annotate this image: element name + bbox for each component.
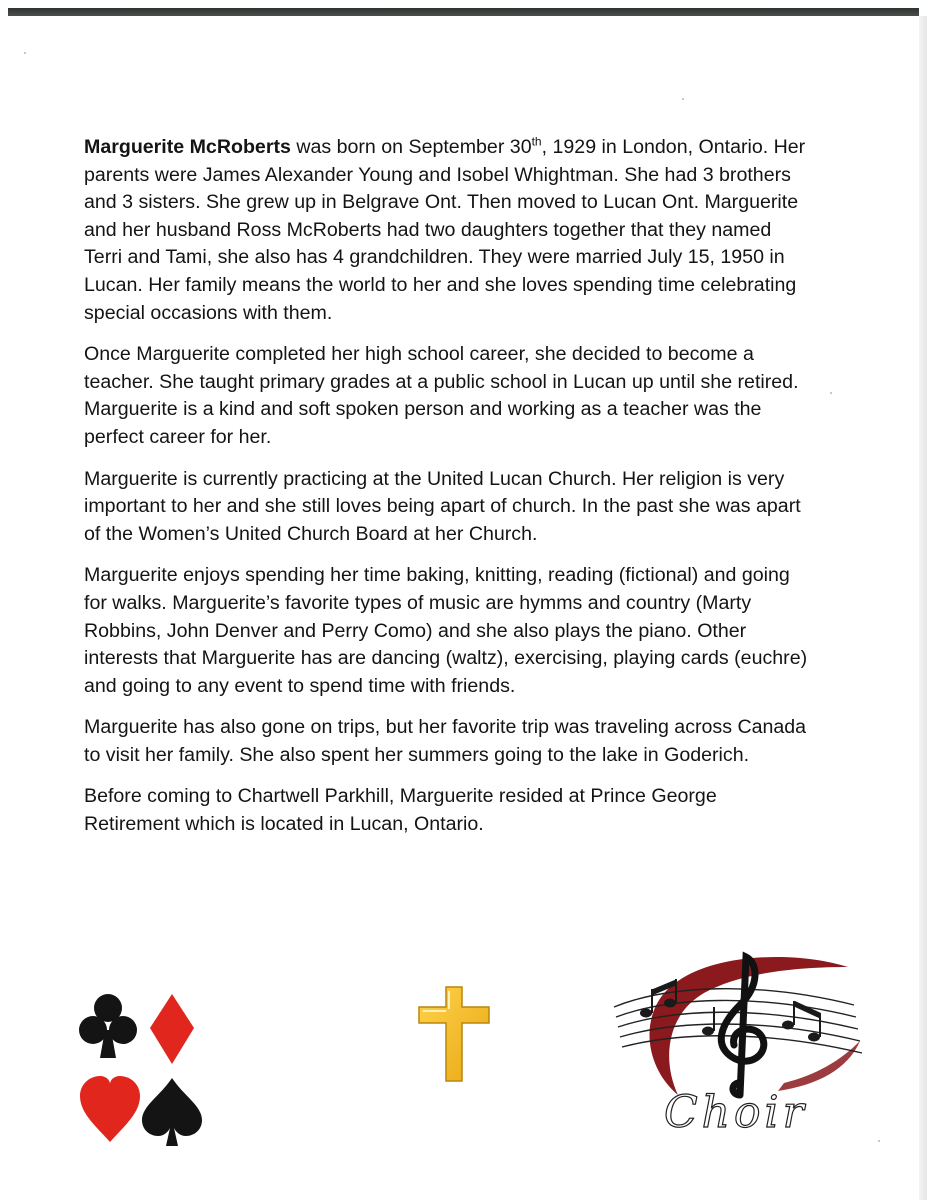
paragraph-career: Once Marguerite completed her high school career, she decided to become a teacher. She taught primary grades at a public school in Lucan up until she retired. Marguerite is a kind and soft spoken person and working as a teacher was the perfect career for her. [84, 343, 799, 448]
paragraph-family [84, 134, 814, 327]
ordinal-suffix: th [531, 134, 542, 149]
scan-speck [24, 52, 26, 54]
scan-border-right [919, 16, 927, 1200]
choir-label: Choir [664, 1087, 808, 1135]
choir-logo-icon [608, 945, 868, 1135]
paragraph-travel: Marguerite has also gone on trips, but her favorite trip was traveling across Canada to visit her family. She also spent her summers going to the lake in Goderich. [84, 716, 807, 766]
scan-speck [830, 392, 832, 394]
heart-icon [80, 1076, 140, 1142]
scan-speck [682, 98, 684, 100]
paragraph-religion: Marguerite is currently practicing at the United Lucan Church. Her religion is very important to her and she still loves being apart of church. In the past she was apart of the Women’s United Church Board at her Church. [84, 467, 801, 545]
paragraph-residence: Before coming to Chartwell Parkhill, Marguerite resided at Prince George Retirement which is located in Lucan, Ontario. [84, 785, 717, 836]
birth-text: was born on September 30 [290, 136, 532, 158]
scan-border-top [8, 8, 919, 16]
diamond-icon [150, 994, 194, 1064]
paragraph-hobbies: Marguerite enjoys spending her time baking, knitting, reading (fictional) and going for walks. Marguerite’s favorite types of music are hymms and country (Marty Robbins, John Denver and Perry Como) and she also plays the piano. Other interests that Marguerite has are dancing (waltz), exercising, playing cards (euchre) and going to any event to spend time with friends. [84, 564, 808, 697]
family-text: , 1929 in London, Ontario. Her parents were James Alexander Young and Isobel Whightman. She had 3 brothers and 3 sisters. She grew up in Belgrave Ont. Then moved to Lucan Ont. Marguerite and her husband Ross McRoberts had two daughters together that they named Terri and Tami, she also has 4 grandchildren. They were married July 15, 1950 in Lucan. Her family means the world to her and she loves spending time celebrating special occasions with them. [84, 136, 806, 324]
club-icon [79, 994, 137, 1058]
biography-text [84, 134, 814, 853]
card-suits-icon [78, 990, 204, 1150]
spade-icon [142, 1078, 202, 1146]
scan-speck [878, 1140, 880, 1142]
subject-name: Marguerite McRoberts [84, 136, 291, 158]
cross-icon [416, 985, 492, 1085]
